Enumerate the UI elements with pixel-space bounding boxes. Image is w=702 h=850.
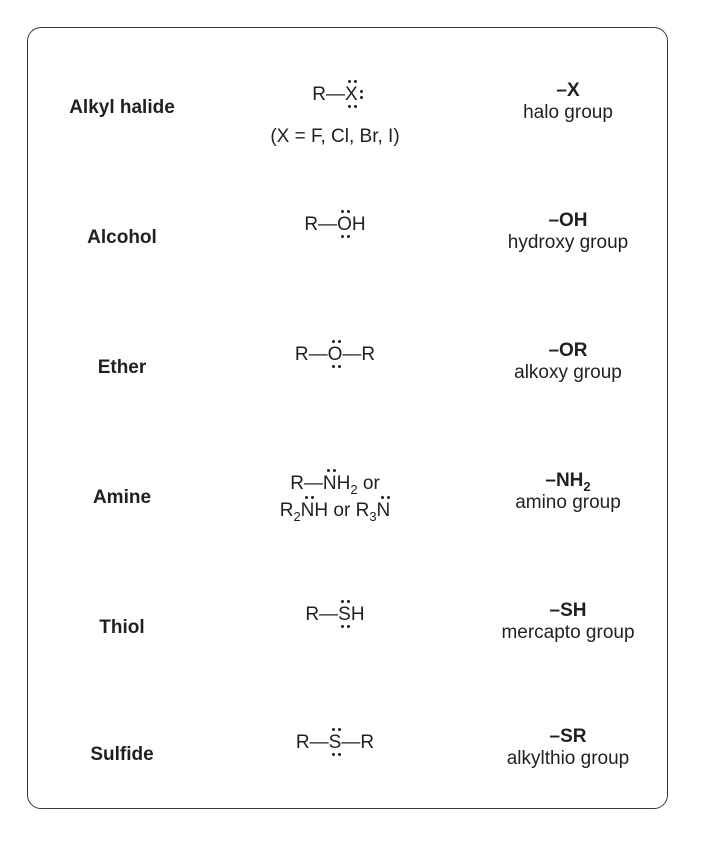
group-label: mercapto group xyxy=(501,622,635,643)
functional-group xyxy=(468,340,668,384)
lone-pair-atom: O xyxy=(337,214,352,236)
row-ether xyxy=(0,340,702,460)
group-label: amino group xyxy=(515,492,621,513)
compound-name: Thiol xyxy=(99,617,145,638)
compound-name: Sulfide xyxy=(90,744,154,765)
row-alcohol xyxy=(0,210,702,330)
halogen-note: (X = F, Cl, Br, I) xyxy=(270,126,400,147)
row-alkyl-halide xyxy=(0,80,702,200)
structural-formula: R—X (X = F, Cl, Br, I) xyxy=(235,84,435,148)
functional-group xyxy=(468,210,668,254)
lone-pair-atom: S xyxy=(338,604,351,626)
structural-formula: R—O H xyxy=(235,214,435,236)
compound-name: Amine xyxy=(92,487,152,508)
structural-formula xyxy=(235,473,435,523)
compound-name: Ether xyxy=(97,357,147,378)
group-symbol: –SH xyxy=(549,600,587,621)
functional-group xyxy=(468,470,668,514)
structural-formula: R—O —R xyxy=(235,344,435,366)
lone-pair-atom: S xyxy=(329,732,342,754)
structural-formula: R—S H xyxy=(235,604,435,626)
group-label: halo group xyxy=(523,102,613,123)
group-symbol: –OR xyxy=(548,340,588,361)
functional-group xyxy=(468,80,668,124)
group-label: alkylthio group xyxy=(506,748,630,769)
lone-pair-atom: X xyxy=(345,84,358,106)
functional-group xyxy=(468,726,668,770)
lone-pair-atom: N xyxy=(323,473,337,495)
amine-formula-line-1: R—N $H_2$ or xyxy=(235,473,435,496)
group-symbol: –OH xyxy=(548,210,588,231)
compound-name: Alcohol xyxy=(87,227,157,248)
group-symbol: –SR xyxy=(549,726,587,747)
group-label: hydroxy group xyxy=(507,232,629,253)
lone-pair-atom: N xyxy=(377,500,391,522)
group-symbol: $-NH_2$ xyxy=(545,470,591,494)
lone-pair-atom: N xyxy=(301,500,315,522)
row-sulfide xyxy=(0,726,702,850)
lone-pair-atom: O xyxy=(328,344,343,366)
row-amine xyxy=(0,470,702,590)
functional-group xyxy=(468,600,668,644)
group-symbol: –X xyxy=(556,80,580,101)
compound-name: Alkyl halide xyxy=(69,97,175,118)
amine-formula-line-2: $R_2N$ H or $R_3N$ xyxy=(235,500,435,523)
group-label: alkoxy group xyxy=(514,362,622,383)
row-thiol xyxy=(0,600,702,720)
structural-formula: R—S —R xyxy=(235,732,435,754)
